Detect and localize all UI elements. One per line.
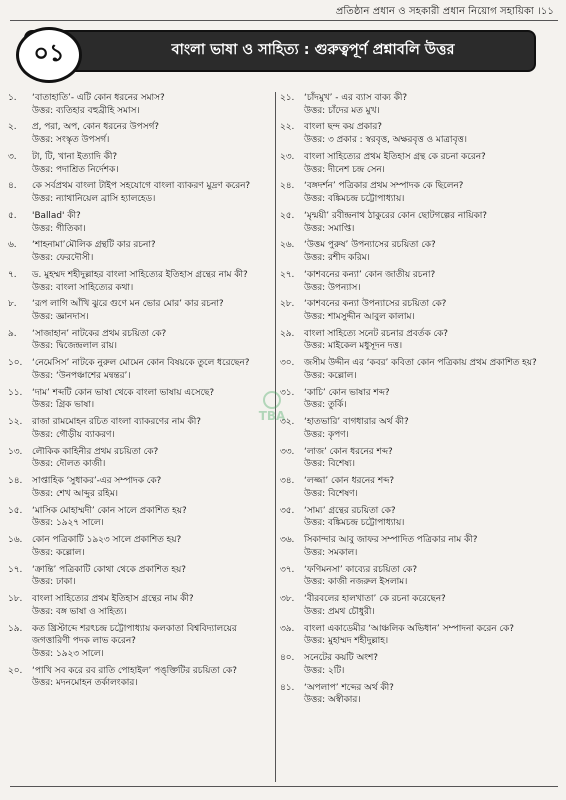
answer-row: [8, 606, 272, 619]
question-number: ১৭.: [8, 564, 23, 575]
question-number: ২৮.: [280, 299, 295, 310]
question-number: ৩১.: [280, 387, 295, 398]
header-divider: [10, 20, 558, 21]
answer-text: উত্তর: সমকাল।: [304, 547, 358, 558]
question-row: [280, 328, 558, 341]
answer-row: [8, 429, 272, 442]
question-number: ৩৯.: [280, 623, 295, 634]
answer-text: উত্তর: মাইকেল মধুসূদন দত্ত।: [304, 341, 403, 352]
answer-row: [8, 134, 272, 147]
question-text: লৌকিক কাহিনীর প্রথম রচয়িতা কে?: [32, 446, 159, 457]
question-item: [280, 210, 558, 235]
question-row: [280, 298, 558, 311]
answer-row: [280, 370, 558, 383]
question-item: [8, 151, 272, 176]
question-item: [8, 387, 272, 412]
question-item: [280, 475, 558, 500]
question-text: 'Ballad' কী?: [32, 210, 81, 221]
question-item: [8, 298, 272, 323]
question-number: ৫.: [8, 210, 17, 221]
answer-row: [280, 576, 558, 589]
question-item: [8, 92, 272, 117]
question-row: [280, 652, 558, 665]
question-row: [8, 357, 272, 370]
question-number: ৩২.: [280, 417, 295, 428]
question-row: [8, 505, 272, 518]
question-text: ‘চাঁদমুখ’ - এর ব্যাস বাক্য কী?: [304, 93, 408, 103]
question-item: [280, 269, 558, 294]
question-item: [8, 328, 272, 353]
answer-row: [280, 164, 558, 177]
question-text: ‘কাশবনের কন্যা উপন্যাসের রচয়িতা কে?: [304, 299, 447, 310]
answer-row: [280, 282, 558, 295]
question-item: [8, 475, 272, 500]
question-item: [280, 387, 558, 412]
question-number: ৩.: [8, 151, 17, 162]
question-text: ‘ক্রান্তি’ পত্রিকাটি কোথা থেকে প্রকাশিত হয়?: [32, 564, 186, 575]
question-text: ‘লজ্জা’ কোন ধরনের শব্দ?: [304, 476, 395, 487]
answer-text: উত্তর: শামসুদ্দীন আবুল কালাম।: [304, 311, 415, 322]
question-row: [8, 564, 272, 577]
question-number: ২১.: [280, 93, 295, 103]
answer-text: উত্তর: বাংলা সাহিত্যের কথা।: [32, 282, 134, 293]
question-item: [8, 534, 272, 559]
question-number: ১৪.: [8, 476, 23, 487]
question-text: ‘পাখি সব করে রব রাতি পোহাইল’ পঙ্‌ক্তিটির রচয়িতা কে?: [32, 665, 237, 676]
question-number: ১৩.: [8, 446, 23, 457]
answer-text: উত্তর: দীনেশ চন্দ্র সেন।: [304, 164, 385, 175]
question-text: প্র, পরা, অপ, কোন ধরনের উপসর্গ?: [32, 122, 159, 133]
answer-row: [8, 340, 272, 353]
question-row: [280, 505, 558, 518]
answer-row: [8, 252, 272, 265]
question-text: ‘নেমেসিস’ নাটকে নুরুল মোমেন কোন বিষয়কে তুলে ধরেছেন?: [32, 358, 250, 369]
answer-text: উত্তর: দৌলত কাজী।: [32, 459, 106, 470]
answer-text: উত্তর: দ্বিজেন্দ্রলাল রায়।: [32, 341, 117, 352]
question-number: ১৬.: [8, 535, 23, 546]
question-number: ৯.: [8, 328, 17, 339]
question-text: কে সর্বপ্রথম বাংলা টাইপ সহযোগে বাংলা ব্যাকরণ মুদ্রণ করেন?: [32, 181, 251, 192]
question-item: [280, 357, 558, 382]
question-item: [8, 357, 272, 382]
question-text: ‘শাহনামা’মৌলিক গ্রন্থটি কার রচনা?: [32, 240, 156, 251]
watermark-logo-icon: [252, 386, 292, 426]
answer-text: উত্তর: পদাশ্রিত নির্দেশক।: [32, 164, 119, 175]
answer-text: উত্তর: তুর্কি।: [304, 400, 347, 411]
question-item: [280, 328, 558, 353]
question-number: ৩৫.: [280, 505, 295, 516]
question-item: [8, 239, 272, 264]
answer-row: [280, 193, 558, 206]
question-row: [280, 446, 558, 459]
question-item: [280, 180, 558, 205]
answer-text: উত্তর: ন্যাথানিয়েল ব্রাসি হ্যালহেড।: [32, 194, 156, 205]
question-number: ৩৬.: [280, 535, 295, 546]
question-row: [280, 239, 558, 252]
question-row: [8, 416, 272, 429]
answer-row: [8, 164, 272, 177]
question-text: ‘বীরবলের হালখাতা’ কে রচনা করেছেন?: [304, 594, 446, 605]
question-text: ‘উত্তম পুরুষ’ উপন্যাসের রচয়িতা কে?: [304, 240, 436, 251]
answer-text: উত্তর: ঢাকা।: [32, 577, 76, 588]
answer-text: উত্তর: সংস্কৃত উপসর্গ।: [32, 135, 110, 146]
answer-row: [8, 677, 272, 690]
answer-text: উত্তর: গ্রিক ভাষা।: [32, 400, 94, 411]
question-number: ২৫.: [280, 210, 295, 221]
question-text: ‘রূপ লাগি আঁখি ঝুরে গুণে মন ভোর মোর’ কার রচনা?: [32, 299, 224, 310]
question-item: [8, 446, 272, 471]
answer-text: উত্তর: বিশেষ্য।: [304, 459, 355, 470]
answer-row: [280, 311, 558, 324]
question-item: [280, 564, 558, 589]
section-banner: [24, 30, 536, 72]
question-text: বাংলা সাহিত্যের প্রথম ইতিহাস গ্রন্থের নাম কী?: [32, 594, 194, 605]
question-number: ৮.: [8, 299, 17, 310]
answer-text: উত্তর: মুহাম্মদ শহীদুল্লাহ।: [304, 636, 389, 647]
answer-text: উত্তর: বঙ্গ ভাষা ও সাহিত্য।: [32, 606, 127, 617]
question-item: [8, 665, 272, 690]
question-number: ২২.: [280, 122, 295, 133]
question-row: [8, 151, 272, 164]
question-row: [280, 357, 558, 370]
question-text: রাজা রামমোহন রচিত বাংলা ব্যাকরণের নাম কী?: [32, 417, 201, 428]
answer-text: উত্তর: জ্ঞানদাস।: [32, 311, 89, 322]
question-number: ২৩.: [280, 151, 295, 162]
watermark-text: TBA: [258, 409, 286, 423]
question-number: ১০.: [8, 358, 23, 369]
answer-text: উত্তর: বঙ্কিমচন্দ্র চট্টোপাধ্যায়।: [304, 518, 405, 529]
question-number: ৪০.: [280, 653, 295, 664]
answer-row: [280, 517, 558, 530]
question-row: [8, 328, 272, 341]
answer-text: উত্তর: ৩ প্রকার : স্বরবৃত্ত, অক্ষরবৃত্ত ও মাত্রাবৃত্ত।: [304, 135, 467, 146]
question-number: ১৮.: [8, 594, 23, 605]
question-text: কত খ্রিস্টাব্দে শরৎচন্দ্র চট্টোপাধ্যায় কলকাতা বিশ্ববিদ্যালয়ের জগত্তারিণী পদক লাভ করেন?: [32, 623, 237, 647]
question-item: [8, 180, 272, 205]
question-row: [280, 534, 558, 547]
question-item: [8, 210, 272, 235]
question-number: ২০.: [8, 665, 23, 676]
question-row: [8, 180, 272, 193]
question-row: [280, 475, 558, 488]
answer-text: উত্তর: কল্লোল।: [32, 547, 85, 558]
answer-text: উত্তর: কাজী নজরুল ইসলাম।: [304, 577, 408, 588]
answer-row: [8, 517, 272, 530]
question-row: [8, 210, 272, 223]
question-item: [280, 92, 558, 117]
question-text: ‘হাতভারি’ বাগধারার অর্থ কী?: [304, 417, 409, 428]
answer-text: উত্তর: বঙ্কিমচন্দ্র চট্টোপাধ্যায়।: [304, 194, 405, 205]
answer-text: উত্তর: কৃপণ।: [304, 429, 349, 440]
answer-text: উত্তর: ‘উনপঞ্চাশের মন্বন্তর’।: [32, 370, 131, 381]
answer-text: উত্তর: ২টি।: [304, 665, 345, 676]
question-row: [8, 475, 272, 488]
question-text: সাপ্তাহিক ‘সুধাকর’-এর সম্পাদক কে?: [32, 476, 162, 487]
question-item: [8, 623, 272, 661]
question-item: [8, 269, 272, 294]
answer-row: [280, 547, 558, 560]
question-row: [280, 682, 558, 695]
answer-text: উত্তর: ফেরদৌসী।: [32, 253, 94, 264]
question-row: [280, 92, 558, 105]
answer-text: উত্তর: সমাপ্তি।: [304, 223, 355, 234]
answer-row: [280, 635, 558, 648]
question-item: [280, 593, 558, 618]
question-number: ৩৭.: [280, 564, 295, 575]
question-row: [280, 180, 558, 193]
question-text: ‘লাজ’ কোন ধরনের শব্দ?: [304, 446, 393, 457]
section-number-badge: ০১: [16, 27, 82, 83]
answer-row: [8, 547, 272, 560]
answer-row: [280, 488, 558, 501]
question-text: সনেটের কয়টি অংশ?: [304, 653, 378, 664]
question-row: [280, 387, 558, 400]
question-row: [280, 210, 558, 223]
left-question-column: [8, 92, 272, 694]
question-number: ৩৪.: [280, 476, 295, 487]
question-row: [280, 416, 558, 429]
question-number: ৩৩.: [280, 446, 295, 457]
answer-row: [8, 648, 272, 661]
answer-row: [280, 399, 558, 412]
answer-row: [8, 488, 272, 501]
question-item: [8, 505, 272, 530]
question-number: ১১.: [8, 387, 23, 398]
question-number: ৪.: [8, 181, 17, 192]
question-number: ১২.: [8, 417, 23, 428]
question-text: ‘মাসিক মোহাম্মদী’ কোন সালে প্রকাশিত হয়?: [32, 505, 187, 516]
question-row: [8, 269, 272, 282]
question-text: ‘ফণিমনসা’ কাব্যের রচয়িতা কে?: [304, 564, 418, 575]
question-number: ৩৮.: [280, 594, 295, 605]
question-row: [8, 534, 272, 547]
answer-text: উত্তর: উপন্যাস।: [304, 282, 361, 293]
question-item: [280, 446, 558, 471]
question-number: ২৭.: [280, 269, 295, 280]
question-row: [280, 623, 558, 636]
question-text: বাংলা ছন্দ কয় প্রকার?: [304, 122, 382, 133]
answer-row: [280, 340, 558, 353]
question-text: ‘কাচি’ কোন ভাষার শব্দ?: [304, 387, 390, 398]
question-text: টা, টি, খানা ইত্যাদি কী?: [32, 151, 118, 162]
answer-row: [280, 252, 558, 265]
answer-row: [8, 105, 272, 118]
question-text: ড. মুহম্মদ শহীদুল্লাহর বাংলা সাহিত্যের ইতিহাস গ্রন্থের নাম কী?: [32, 269, 248, 280]
question-item: [280, 534, 558, 559]
question-text: বাংলা সাহিত্যে সনেট রচনার প্রবর্তক কে?: [304, 328, 449, 339]
question-item: [280, 416, 558, 441]
question-text: বাংলা সাহিত্যের প্রথম ইতিহাস গ্রন্থ কে রচনা করেন?: [304, 151, 486, 162]
question-number: ২.: [8, 122, 17, 133]
question-text: সিকান্দার আবু জাফর সম্পাদিত পত্রিকার নাম কী?: [304, 535, 478, 546]
question-number: ২৬.: [280, 240, 295, 251]
answer-row: [280, 665, 558, 678]
question-number: ৪১.: [280, 682, 295, 693]
question-row: [8, 593, 272, 606]
answer-text: উত্তর: গৌড়ীয় ব্যাকরণ।: [32, 429, 115, 440]
question-text: ‘দাম’ শব্দটি কোন ভাষা থেকে বাংলা ভাষায় এসেছে?: [32, 387, 215, 398]
question-row: [8, 387, 272, 400]
question-item: [280, 298, 558, 323]
answer-text: উত্তর: প্রমথ চৌধুরী।: [304, 606, 375, 617]
question-item: [280, 239, 558, 264]
question-text: কোন পত্রিকাটি ১৯২৩ সালে প্রকাশিত হয়?: [32, 535, 182, 546]
answer-text: উত্তর: শেখ আব্দুর রহিম।: [32, 488, 118, 499]
answer-text: উত্তর: রশীদ করিম।: [304, 253, 370, 264]
question-number: ৭.: [8, 269, 17, 280]
question-row: [8, 446, 272, 459]
answer-text: উত্তর: কল্লোল।: [304, 370, 357, 381]
answer-row: [280, 458, 558, 471]
question-text: ‘বাতাহাতি’- এটি কোন ধরনের সমাস?: [32, 93, 165, 103]
answer-text: উত্তর: ১৯২৩ সালে।: [32, 648, 104, 659]
question-row: [280, 121, 558, 134]
question-item: [280, 652, 558, 677]
question-row: [8, 298, 272, 311]
question-row: [8, 121, 272, 134]
question-row: [280, 151, 558, 164]
question-number: ১.: [8, 93, 17, 103]
question-number: ২৯.: [280, 328, 295, 339]
answer-text: উত্তর: ব্যতিহার বহুব্রীহি সমাস।: [32, 105, 140, 116]
running-head: প্রতিষ্ঠান প্রধান ও সহকারী প্রধান নিয়োগ সহায়িকা ।১১: [335, 6, 554, 17]
question-text: ‘কাশবনের কন্যা’ কোন জাতীয় রচনা?: [304, 269, 436, 280]
answer-row: [280, 105, 558, 118]
answer-text: উত্তর: বিশেষণ।: [304, 488, 358, 499]
answer-text: উত্তর: অস্বীকার।: [304, 695, 361, 706]
question-number: ৩০.: [280, 358, 295, 369]
answer-row: [280, 429, 558, 442]
question-text: বাংলা একাডেমীর ‘আঞ্চলিক অভিধান’ সম্পাদনা করেন কে?: [304, 623, 514, 634]
question-number: ৬.: [8, 240, 17, 251]
question-text: ‘অপলাপ’ শব্দের অর্থ কী?: [304, 682, 394, 693]
answer-row: [8, 458, 272, 471]
question-item: [8, 593, 272, 618]
answer-row: [8, 399, 272, 412]
answer-row: [8, 282, 272, 295]
answer-row: [280, 134, 558, 147]
question-row: [8, 92, 272, 105]
answer-text: উত্তর: ১৯২৭ সালে।: [32, 518, 104, 529]
question-text: ‘সাজাহান’ নাটকের প্রথম রচয়িতা কে?: [32, 328, 167, 339]
answer-row: [8, 223, 272, 236]
question-row: [8, 623, 272, 648]
answer-row: [280, 694, 558, 707]
question-text: ‘সাম্য’ গ্রন্থের রচয়িতা কে?: [304, 505, 396, 516]
question-row: [280, 593, 558, 606]
question-row: [8, 665, 272, 678]
question-item: [8, 564, 272, 589]
footer-divider: [10, 786, 558, 787]
question-item: [8, 121, 272, 146]
answer-row: [8, 576, 272, 589]
question-item: [280, 505, 558, 530]
question-text: জসীম উদ্দীন এর ‘কবর’ কবিতা কোন পত্রিকায় প্রথম প্রকাশিত হয়?: [304, 358, 537, 369]
answer-text: উত্তর: গীতিকা।: [32, 223, 86, 234]
answer-row: [8, 193, 272, 206]
answer-row: [280, 223, 558, 236]
answer-row: [8, 370, 272, 383]
answer-row: [280, 606, 558, 619]
question-number: ২৪.: [280, 181, 295, 192]
question-row: [280, 564, 558, 577]
question-item: [8, 416, 272, 441]
question-item: [280, 682, 558, 707]
question-item: [280, 151, 558, 176]
question-row: [8, 239, 272, 252]
answer-row: [8, 311, 272, 324]
answer-text: উত্তর: মদনমোহন তর্কালংকার।: [32, 678, 138, 689]
question-number: ১৫.: [8, 505, 23, 516]
answer-text: উত্তর: চাঁদের মত মুখ।: [304, 105, 380, 116]
question-number: ১৯.: [8, 623, 23, 634]
question-row: [280, 269, 558, 282]
section-title: বাংলা ভাষা ও সাহিত্য : গুরুত্বপূর্ণ প্রশ্নাবলি উত্তর: [171, 42, 455, 58]
question-text: ‘বঙ্গদর্শন’ পত্রিকার প্রথম সম্পাদক কে ছিলেন?: [304, 181, 464, 192]
right-question-column: [280, 92, 558, 711]
question-item: [280, 121, 558, 146]
question-item: [280, 623, 558, 648]
column-divider: [275, 92, 276, 782]
question-text: ‘মৃন্ময়ী’ রবীন্দ্রনাথ ঠাকুরের কোন ছোটগল্পের নায়িকা?: [304, 210, 487, 221]
